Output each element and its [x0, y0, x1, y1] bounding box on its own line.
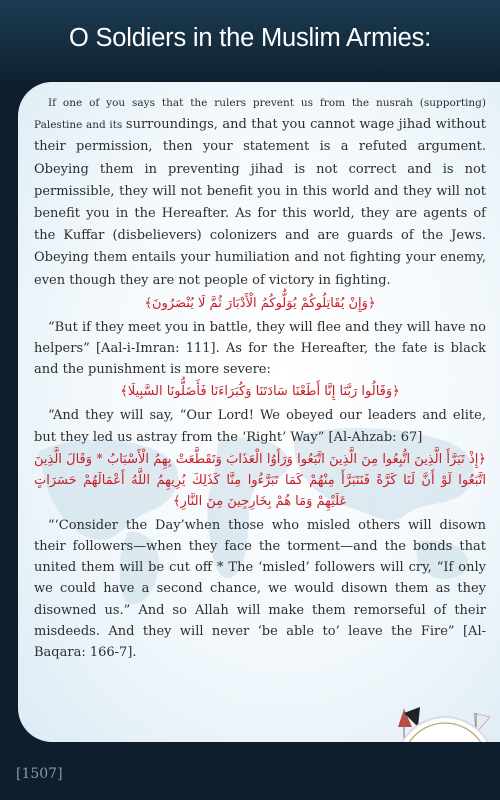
paragraph-4: “‘Consider the Day’when those who misled others will disown their followers—when they face the torment—and the bonds that united them will be cut off * The ‘misled’ followers will cry, “If only we could have a second chance, we would disown them as they disowned us.” And so Allah will make them remorseful of their misdeeds. And they will never ‘be able to’ leave the Fire” [Al-Baqara: 166-7]. — [34, 517, 486, 661]
page-number: [1507] — [16, 766, 63, 782]
paragraph-2: “But if they meet you in battle, they will flee and they will have no helpers” [Aal-i-Imran: 111]. As for the Hereafter, the fate is black and the punishment is more severe: — [34, 319, 486, 378]
quran-verse-2: ﴿وَقَالُوا رَبَّنَا إِنَّا أَطَعْنَا سَادَتَنَا وَكُبَرَاءَنَا فَأَضَلُّونَا السَّبِيلَا﴾ — [120, 384, 400, 400]
quran-verse-1: ﴿وَإِنْ يُقَاتِلُوكُمْ يُوَلُّوكُمُ الْأَدْبَارَ ثُمَّ لَا يُنْصَرُونَ﴾ — [144, 295, 376, 311]
paragraph-3: “And they will say, “Our Lord! We obeyed our leaders and elite, but they led us astray from the ‘Right’ Way” [Al-Ahzab: 67] — [34, 408, 486, 445]
paragraph-1-rest: surroundings, and that you cannot wage jihad without their permission, then your statement is a refuted argument. Obeying them in preventing jihad is not correct and is not permissible, they will not benefit you in this world and they will not benefit you in the Hereafter. As for this world, they are agents of the Kuffar (disbelievers) colonizers and are guards of the Jews. Obeying them entails your humiliation and not fighting your enemy, even though they are not people of victory in fighting. — [34, 117, 486, 288]
paragraph-1-lead: If one of you says that the rulers prevent us from the nusrah (supporting) Palestine and its — [34, 97, 486, 132]
emblem-seal: عطاء بن خليل أبو الرشتة أمير حزب التحرير Ata Bin Khalil Abu Al-Rashtah Ameer of Hizb ut Tahrir — [390, 697, 500, 742]
header-banner — [0, 0, 500, 80]
paragraph-1 — [34, 93, 486, 292]
article-body — [34, 93, 486, 663]
quran-verse-3: ﴿إِذْ تَبَرَّأَ الَّذِينَ اتُّبِعُوا مِنَ الَّذِينَ اتَّبَعُوا وَرَأَوُا الْعَذَابَ وَتَقَطَّعَتْ بِهِمُ الْأَسْبَابُ * وَقَالَ الَّذِينَ اتَّبَعُوا لَوْ أَنَّ لَنَا كَرَّةً فَنَتَبَرَّأَ مِنْهُمْ كَمَا تَبَرَّءُوا مِنَّا كَذَلِكَ يُرِيهِمُ اللَّهُ أَعْمَالَهُمْ حَسَرَاتٍ عَلَيْهِمْ وَمَا هُمْ بِخَارِجِينَ مِنَ النَّارِ﴾ — [34, 451, 486, 509]
page-title: O Soldiers in the Muslim Armies: — [68, 24, 432, 52]
